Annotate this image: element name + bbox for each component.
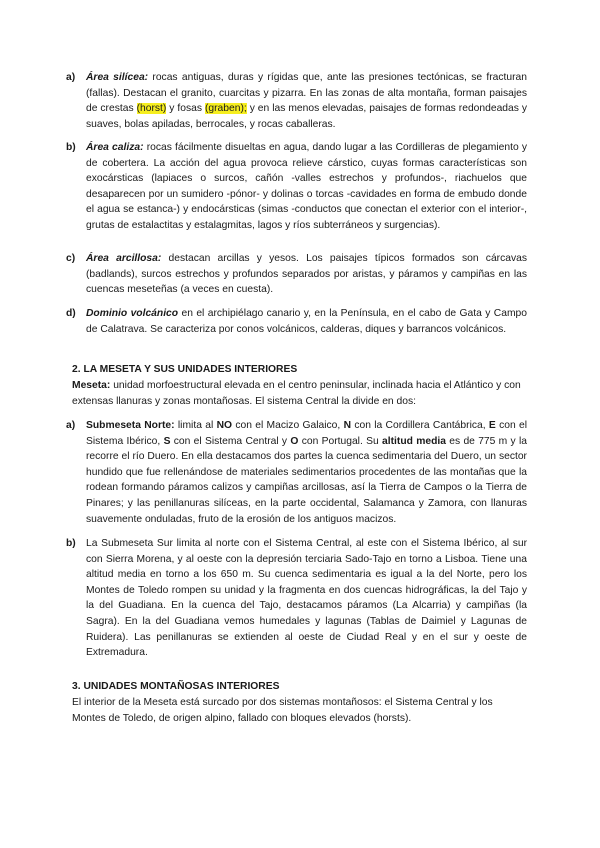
list-item-submeseta-norte (66, 418, 527, 527)
direction-n: N (343, 420, 352, 431)
text-segment: con Portugal. Su (298, 435, 383, 447)
section3-paragraph: El interior de la Meseta está surcado por dos sistemas montañosos: el Sistema Central y los Montes de Toledo, de origen alpino, fallado con bloques elevados (horsts). (72, 697, 493, 724)
text-segment: es de 775 m y la recorre el río Duero. En ella destacamos dos partes la cuenca sedimentaria del Duero, un sector hundido que fue rellenándose de materiales sedimentarios procedentes de las montañas que la rodean formando páramos calizos y campiñas arcillosas, así la Tierra de Campos o la Tierra de Pinares; y las penillanuras silíceas, en la parte occidental, Salamanca y Zamora, con llanuras suavemente onduladas, fruto de la erosión de los antiguos macizos. (86, 435, 528, 525)
text-segment: con el Sistema Central y (170, 435, 291, 447)
text-segment: rocas fácilmente disueltas en agua, dando lugar a las Cordilleras de plegamiento y de cobertera. La acción del agua provoca relieve cárstico, cuyas formas características son exocársticas (lapiaces o surcos, cañón -valles estrechos y profundos-, riachuelos que desaparecen por un sumidero -pónor- y dolinas o torcas -cavidades en forma de embudo donde el agua se estanca-) y endocársticas (simas -conductos que conectan el exterior con el interior-, grutas de estalactitas y estalagmitas, lagos y ríos subterráneos y surgencias). (86, 142, 527, 231)
highlight-horst: (horst) (136, 103, 167, 115)
list-marker: a) (66, 420, 76, 431)
term-area-silicea: Área silícea: (86, 72, 149, 83)
list-marker: b) (66, 538, 76, 549)
term-dominio-volcanico: Dominio volcánico (86, 308, 179, 319)
meseta-label: Meseta: (72, 380, 111, 391)
term-submeseta-norte: Submeseta Norte: (86, 420, 175, 431)
text-segment: unidad morfoestructural elevada en el centro peninsular, inclinada hacia el Atlántico y con extensas llanuras y zonas montañosas. El sistema Central la divide en dos: (72, 380, 521, 407)
direction-s: S (163, 435, 171, 447)
text-segment: rocas antiguas, duras y rígidas que, ante las presiones tectónicas, se fracturan (fallas). Destacan el granito, cuarcitas y pizarra. En las zonas de alta montaña, forman paisajes de crestas (86, 72, 527, 115)
list-item-area-arcillosa (66, 251, 527, 298)
list-marker: a) (66, 72, 76, 83)
text-segment: y en las menos elevadas, paisajes de formas redondeadas y suaves, bolas apiladas, berrocales, y rocas caballeras. (86, 103, 528, 130)
list-item-body (86, 140, 527, 234)
list-item-submeseta-sur (66, 536, 527, 661)
meseta-definition (72, 378, 527, 409)
term-area-arcillosa: Área arcillosa: (86, 253, 162, 264)
list-marker: c) (66, 253, 76, 264)
section-heading-meseta: 2. LA MESETA Y SUS UNIDADES INTERIORES (72, 364, 298, 375)
highlight-graben: (graben); (204, 103, 247, 115)
list-item-body (86, 306, 527, 337)
text-segment: con la Cordillera Cantábrica, (351, 420, 489, 431)
text-segment: destacan arcillas y yesos. Los paisajes típicos formados son cárcavas (badlands), surcos estrechos y profundos separados por aristas, y páramos y campiñas en las cuencas meseteñas (a veces en cuesta). (86, 253, 527, 296)
direction-no: NO (216, 420, 233, 431)
section-heading-unidades-montanosas: 3. UNIDADES MONTAÑOSAS INTERIORES (72, 681, 280, 692)
term-area-caliza: Área caliza: (86, 142, 144, 153)
direction-e: E (488, 420, 496, 431)
list-item-body (86, 70, 527, 132)
direction-o: O (290, 435, 299, 447)
list-marker: d) (66, 308, 76, 319)
text-segment: limita al (174, 420, 217, 431)
list-marker: b) (66, 142, 76, 153)
list-item-body (86, 418, 527, 527)
text-segment: con el Macizo Galaico, (232, 420, 344, 431)
list-item-dominio-volcanico (66, 306, 527, 337)
text-segment: en el archipiélago canario y, en la Península, en el cabo de Gata y Campo de Calatrava. Se caracteriza por conos volcánicos, calderas, diques y barrancos volcánicos. (86, 308, 527, 335)
text-segment: y fosas (166, 103, 205, 115)
list-item-area-caliza (66, 140, 527, 234)
term-altitud-media: altitud media (382, 435, 446, 447)
list-item-area-silicea (66, 70, 527, 132)
list-item-body (86, 251, 527, 298)
text-segment: con el Sistema Ibérico, (86, 420, 528, 447)
list-item-body: La Submeseta Sur limita al norte con el Sistema Central, al este con el Sistema Ibérico, al sur con Sierra Morena, y al oeste con la depresión terciaria Sado-Tajo en torno a Lisboa. Tiene una altitud media en torno a los 650 m. Su cuenca sedimentaria es igual a la del Norte, pero los Montes de Toledo rompen su unidad y la fragmenta en dos cuencas hidrográficas, la del Tajo y la del Guadiana. En la cuenca del Tajo, destacamos páramos (La Alcarria) y campiñas (la Sagra). En la del Guadiana vemos humedales y lagunas (Tablas de Daimiel y Lagunas de Ruidera). Las penillanuras se extienden al oeste de Ciudad Real y en el sur y oeste de Extremadura. (86, 538, 527, 659)
